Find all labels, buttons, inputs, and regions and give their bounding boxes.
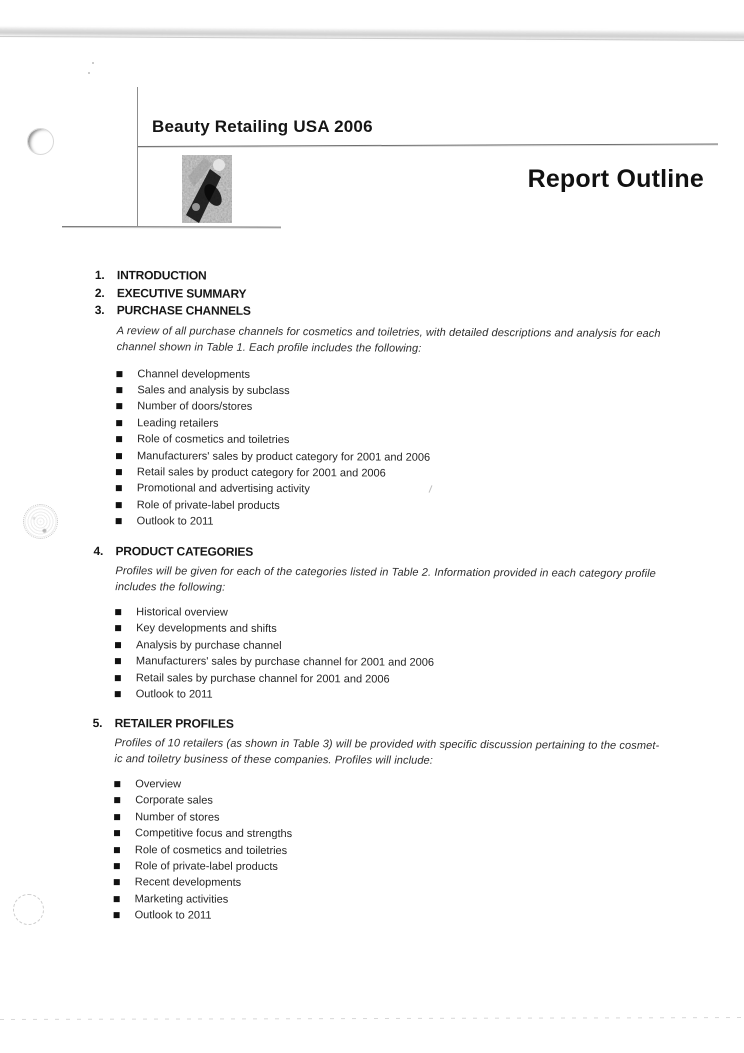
bullet-square-icon (116, 371, 122, 377)
punch-hole (27, 128, 54, 155)
bullet-square-icon (116, 420, 122, 426)
list-item-label: Manufacturers' sales by product category for 2001 and 2006 (136, 449, 431, 464)
bullet-square-icon (114, 912, 120, 918)
section-title: PURCHASE CHANNELS (116, 303, 251, 318)
bullet-square-icon (116, 403, 122, 409)
scan-speck (92, 62, 94, 64)
bullet-list (114, 776, 693, 927)
header-vertical-rule (137, 87, 138, 226)
section-product-categories (93, 543, 694, 706)
list-item-label: Outlook to 2011 (136, 515, 214, 528)
header-bottom-rule (62, 226, 281, 228)
header-horizontal-rule (138, 143, 718, 147)
section-number: 4. (93, 543, 104, 558)
section-description: A review of all purchase channels for cosmetics and toiletries, with detailed descriptions and analysis for each channel shown in Table 1. Each profile includes the following: (116, 324, 661, 355)
section-title: INTRODUCTION (116, 268, 207, 283)
report-title: Beauty Retailing USA 2006 (152, 117, 373, 136)
list-item-label: Role of cosmetics and toiletries (134, 843, 288, 857)
bullet-square-icon (114, 798, 120, 804)
bullet-list (116, 366, 695, 533)
list-item-label: Marketing activities (134, 893, 229, 906)
list-item-label: Promotional and advertising activity (136, 482, 310, 496)
bullet-square-icon (116, 485, 122, 491)
section-title: RETAILER PROFILES (114, 715, 234, 731)
list-item-label: Outlook to 2011 (134, 909, 212, 922)
bullet-square-icon (115, 626, 121, 632)
list-item (115, 686, 693, 705)
list-item-label: Outlook to 2011 (135, 688, 213, 701)
list-item-label: Manufacturers' sales by purchase channel for 2001 and 2006 (135, 655, 435, 670)
list-item (114, 907, 692, 926)
bullet-square-icon (115, 675, 121, 681)
list-item-label: Role of cosmetics and toiletries (137, 433, 290, 447)
list-item-label: Sales and analysis by subclass (137, 384, 290, 397)
list-item (116, 513, 694, 532)
bullet-square-icon (114, 896, 120, 902)
list-item-label: Retail sales by purchase channel for 2001 and 2006 (135, 671, 390, 686)
section-description: Profiles of 10 retailers (as shown in Table 3) will be provided with specific discussion pertaining to the cosmet- ic and toiletry business of these companies. Profiles will include: (114, 737, 660, 767)
section-number: 5. (92, 715, 103, 730)
bullet-square-icon (114, 847, 120, 853)
bullet-square-icon (116, 453, 122, 459)
section-number: 2. (94, 285, 105, 300)
punch-hole (13, 894, 44, 925)
section-retailer-profiles (92, 714, 693, 926)
section-title: PRODUCT CATEGORIES (115, 543, 254, 559)
bullet-square-icon (116, 436, 122, 442)
list-item-label: Analysis by purchase channel (135, 639, 282, 652)
list-item-label: Corporate sales (135, 794, 213, 808)
bullet-square-icon (114, 830, 120, 836)
section-number: 3. (94, 302, 105, 318)
bullet-list (115, 604, 694, 705)
punch-hole (23, 504, 58, 539)
bullet-square-icon (115, 609, 121, 615)
bullet-square-icon (114, 814, 120, 820)
bullet-square-icon (115, 642, 121, 648)
list-item-label: Retail sales by product category for 2001 and 2006 (136, 466, 386, 480)
list-item-label: Overview (135, 778, 182, 791)
bullet-square-icon (114, 863, 120, 869)
bullet-square-icon (116, 518, 122, 524)
list-item-label: Channel developments (137, 367, 251, 381)
bullet-square-icon (116, 502, 122, 508)
list-item-label: Historical overview (136, 606, 228, 619)
section-title: EXECUTIVE SUMMARY (116, 285, 247, 301)
list-item-label: Role of private-label products (136, 498, 280, 512)
list-item-label: Number of doors/stores (137, 400, 253, 414)
bullet-square-icon (115, 691, 121, 697)
scan-artifact-bottom-dotted-line (0, 1017, 744, 1020)
list-item-label: Key developments and shifts (136, 622, 277, 636)
list-item-label: Leading retailers (137, 416, 219, 430)
scan-speck (88, 72, 90, 74)
bullet-square-icon (116, 387, 122, 393)
list-item-label: Competitive focus and strengths (135, 827, 293, 841)
list-item-label: Recent developments (134, 876, 242, 890)
cover-photo (182, 155, 232, 223)
section-description: Profiles will be given for each of the categories listed in Table 2. Information provided in each category profile includes the following: (115, 565, 656, 594)
section-number: 1. (94, 268, 105, 283)
section-purchase-channels (94, 302, 695, 533)
page-title: Report Outline (527, 165, 704, 193)
list-item-label: Number of stores (135, 811, 220, 824)
bullet-square-icon (115, 658, 121, 664)
bullet-square-icon (114, 781, 120, 787)
bullet-square-icon (114, 880, 120, 886)
bullet-square-icon (116, 469, 122, 475)
list-item-label: Role of private-label products (134, 860, 278, 873)
report-outline (92, 267, 695, 927)
